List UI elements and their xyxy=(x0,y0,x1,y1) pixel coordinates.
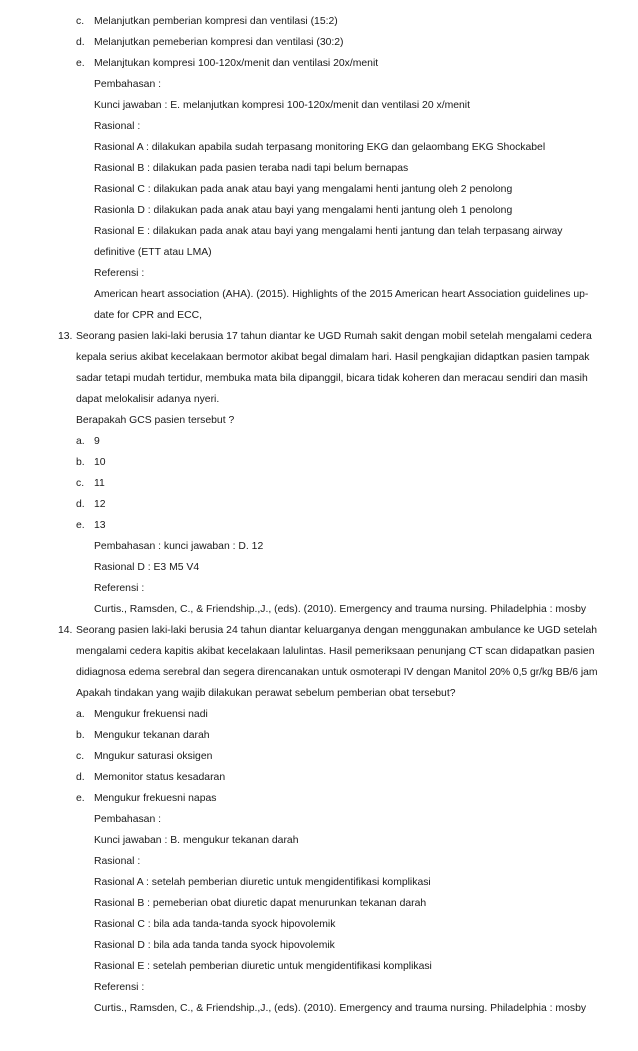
q12-option-text: Melanjutkan pemeberian kompresi dan ventilasi (30:2) xyxy=(94,37,344,48)
q13-rasional: Rasional D : E3 M5 V4 xyxy=(94,562,200,573)
q12-kunci-jawaban: Kunci jawaban : E. melanjutkan kompresi 100-120x/menit dan ventilasi 20 x/menit xyxy=(94,100,470,111)
q14-number: 14. xyxy=(58,625,73,636)
q13-option-letter: d. xyxy=(76,499,85,510)
q14-option-letter: d. xyxy=(76,772,85,783)
q13-stem-line: Seorang pasien laki-laki berusia 17 tahun diantar ke UGD Rumah sakit dengan mobil setelah mengalami cedera xyxy=(76,331,592,342)
q12-rasional-e: Rasional E : dilakukan pada anak atau bayi yang mengalami henti jantung dan telah terpasang airway xyxy=(94,226,563,237)
q13-option-letter: c. xyxy=(76,478,85,489)
q13-pembahasan: Pembahasan : kunci jawaban : D. 12 xyxy=(94,541,264,552)
q14-rasional-b: Rasional B : pemeberian obat diuretic dapat menurunkan tekanan darah xyxy=(94,898,427,909)
q12-rasional-b: Rasional B : dilakukan pada pasien teraba nadi tapi belum bernapas xyxy=(94,163,409,174)
q14-stem-line: didiagnosa edema serebral dan segera direncanakan untuk osmoterapi IV dengan Manitol 20% 0,5 gr/kg BB/6 jam xyxy=(76,667,598,678)
q14-pembahasan-label: Pembahasan : xyxy=(94,814,162,825)
q13-option-letter: e. xyxy=(76,520,85,531)
q14-referensi: Curtis., Ramsden, C., & Friendship.,J., (eds). (2010). Emergency and trauma nursing. Philadelphia : mosby xyxy=(94,1003,587,1014)
q12-rasional-c: Rasional C : dilakukan pada anak atau bayi yang mengalami henti jantung oleh 2 penolong xyxy=(94,184,513,195)
q13-stem-line: sadar tetapi mudah tertidur, membuka mata bila dipanggil, bicara tidak koheren dan meracau sendiri dan masih xyxy=(76,373,588,384)
q14-option-letter: b. xyxy=(76,730,85,741)
q14-option-text: Mengukur frekuesni napas xyxy=(94,793,217,804)
q14-rasional-e: Rasional E : setelah pemberian diuretic untuk mengidentifikasi komplikasi xyxy=(94,961,432,972)
q12-option-letter: e. xyxy=(76,58,85,69)
q12-referensi-line: date for CPR and ECC, xyxy=(94,310,202,321)
q12-rasional-a: Rasional A : dilakukan apabila sudah terpasang monitoring EKG dan gelaombang EKG Shockabel xyxy=(94,142,546,153)
q14-option-letter: e. xyxy=(76,793,85,804)
q13-option-text: 11 xyxy=(94,478,105,489)
q13-option-letter: a. xyxy=(76,436,85,447)
q12-rasional-e-cont: definitive (ETT atau LMA) xyxy=(94,247,212,258)
q12-option-text: Melanjtukan kompresi 100-120x/menit dan ventilasi 20x/menit xyxy=(94,58,379,69)
q13-option-text: 10 xyxy=(94,457,106,468)
q14-question: Apakah tindakan yang wajib dilakukan perawat sebelum pemberian obat tersebut? xyxy=(76,688,456,699)
q12-pembahasan-label: Pembahasan : xyxy=(94,79,162,90)
q13-stem-line: dapat melokalisir adanya nyeri. xyxy=(76,394,220,405)
q13-stem-line: kepala serius akibat kecelakaan bermotor akibat begal dimalam hari. Hasil pengkajian didaptkan pasien tampak xyxy=(76,352,590,363)
q13-question: Berapakah GCS pasien tersebut ? xyxy=(76,415,235,426)
q13-referensi-label: Referensi : xyxy=(94,583,145,594)
q14-option-text: Mengukur tekanan darah xyxy=(94,730,210,741)
q14-rasional-label: Rasional : xyxy=(94,856,141,867)
q13-referensi: Curtis., Ramsden, C., & Friendship.,J., (eds). (2010). Emergency and trauma nursing. Philadelphia : mosby xyxy=(94,604,587,615)
q14-option-text: Mengukur frekuensi nadi xyxy=(94,709,208,720)
q14-stem-line: mengalami cedera kapitis akibat kecelakaan lalulintas. Hasil pemeriksaan penunjang CT scan didapatkan pasien xyxy=(76,646,595,657)
q12-option-text: Melanjutkan pemberian kompresi dan ventilasi (15:2) xyxy=(94,16,338,27)
q13-option-text: 13 xyxy=(94,520,106,531)
q14-kunci-jawaban: Kunci jawaban : B. mengukur tekanan darah xyxy=(94,835,299,846)
q12-rasional-d: Rasionla D : dilakukan pada anak atau bayi yang mengalami henti jantung oleh 1 penolong xyxy=(94,205,513,216)
q12-referensi-line: American heart association (AHA). (2015). Highlights of the 2015 American heart Association guidelines up- xyxy=(94,289,589,300)
q12-rasional-label: Rasional : xyxy=(94,121,141,132)
q12-referensi-label: Referensi : xyxy=(94,268,145,279)
q14-option-letter: a. xyxy=(76,709,85,720)
q14-referensi-label: Referensi : xyxy=(94,982,145,993)
q14-option-letter: c. xyxy=(76,751,85,762)
q13-option-text: 12 xyxy=(94,499,106,510)
q14-rasional-c: Rasional C : bila ada tanda-tanda syock hipovolemik xyxy=(94,919,336,930)
q13-option-text: 9 xyxy=(94,436,100,447)
q14-stem-line: Seorang pasien laki-laki berusia 24 tahun diantar keluarganya dengan menggunakan ambulance ke UGD setelah xyxy=(76,625,598,636)
q12-option-letter: d. xyxy=(76,37,85,48)
q14-option-text: Mngukur saturasi oksigen xyxy=(94,751,213,762)
q14-rasional-a: Rasional A : setelah pemberian diuretic untuk mengidentifikasi komplikasi xyxy=(94,877,431,888)
q12-option-letter: c. xyxy=(76,16,85,27)
q13-option-letter: b. xyxy=(76,457,85,468)
q14-option-text: Memonitor status kesadaran xyxy=(94,772,226,783)
q13-number: 13. xyxy=(58,331,73,342)
q14-rasional-d: Rasional D : bila ada tanda tanda syock hipovolemik xyxy=(94,940,335,951)
